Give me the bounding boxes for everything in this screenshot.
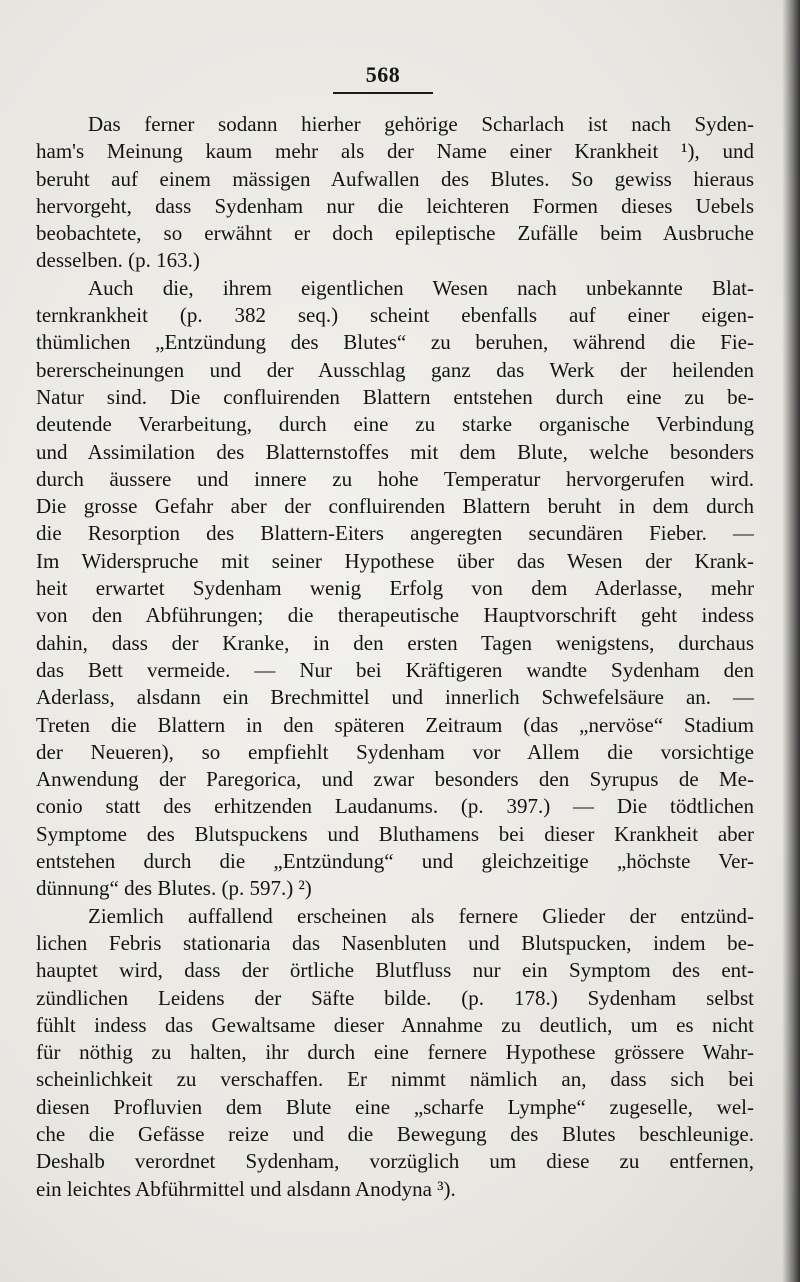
text-line: ein leichtes Abführmittel und alsdann Anodyna ³). — [36, 1176, 456, 1201]
text-line: Ziemlich auffallend erscheinen als fernere Glieder der entzünd- — [88, 903, 754, 928]
text-line: Symptome des Blutspuckens und Bluthamens bei dieser Krankheit aber — [36, 821, 754, 846]
text-line: Deshalb verordnet Sydenham, vorzüglich um diese zu entfernen, — [36, 1149, 754, 1174]
text-line: dünnung“ des Blutes. (p. 597.) ²) — [36, 876, 312, 901]
text-line: deutende Verarbeitung, durch eine zu starke organische Verbindung — [36, 412, 754, 437]
text-line: conio statt des erhitzenden Laudanums. (p. 397.) — Die tödtlichen — [36, 794, 754, 819]
text-line: diesen Profluvien dem Blute eine „scharfe Lymphe“ zugeselle, wel- — [36, 1094, 754, 1119]
text-line: für nöthig zu halten, ihr durch eine fernere Hypothese grössere Wahr- — [36, 1040, 754, 1065]
text-line: beruht auf einem mässigen Aufwallen des Blutes. So gewiss hieraus — [36, 166, 754, 191]
text-line: der Neueren), so empfiehlt Sydenham vor Allem die vorsichtige — [36, 739, 754, 764]
page-number: 568 — [365, 62, 401, 87]
text-line: Das ferner sodann hierher gehörige Scharlach ist nach Syden- — [88, 112, 754, 136]
text-line: Anwendung der Paregorica, und zwar besonders den Syrupus de Me- — [36, 767, 754, 792]
text-line: dahin, dass der Kranke, in den ersten Tagen wenigstens, durchaus — [36, 630, 754, 655]
text-line: beobachtete, so erwähnt er doch epileptische Zufälle beim Ausbruche — [36, 221, 754, 246]
text-line: hauptet wird, dass der örtliche Blutfluss nur ein Symptom des ent- — [36, 958, 754, 983]
text-line: durch äussere und innere zu hohe Temperatur hervorgerufen wird. — [36, 466, 754, 491]
text-line: ham's Meinung kaum mehr als der Name einer Krankheit ¹), und — [36, 139, 754, 164]
text-line: Die grosse Gefahr aber der confluirenden Blattern beruht in dem durch — [36, 494, 754, 519]
text-line: lichen Febris stationaria das Nasenbluten und Blutspucken, indem be- — [36, 930, 754, 955]
text-line: heit erwartet Sydenham wenig Erfolg von dem Aderlasse, mehr — [36, 576, 754, 601]
text-line: desselben. (p. 163.) — [36, 248, 200, 273]
text-line: von den Abführungen; die therapeutische Hauptvorschrift geht indess — [36, 603, 754, 628]
text-line: das Bett vermeide. — Nur bei Kräftigeren wandte Sydenham den — [36, 657, 754, 682]
text-line: Aderlass, alsdann ein Brechmittel und innerlich Schwefelsäure an. — — [36, 685, 754, 710]
text-line: fühlt indess das Gewaltsame dieser Annahme zu deutlich, um es nicht — [36, 1012, 754, 1037]
text-line: hervorgeht, dass Sydenham nur die leichteren Formen dieses Uebels — [36, 193, 754, 218]
text-line: bererscheinungen und der Ausschlag ganz das Werk der heilenden — [36, 357, 754, 382]
body-text — [36, 111, 754, 1203]
text-line: thümlichen „Entzündung des Blutes“ zu beruhen, während die Fie- — [36, 330, 754, 355]
text-line: und Assimilation des Blatternstoffes mit dem Blute, welche besonders — [36, 439, 754, 464]
text-line: ternkrankheit (p. 382 seq.) scheint ebenfalls auf einer eigen- — [36, 303, 754, 328]
text-line: Auch die, ihrem eigentlichen Wesen nach unbekannte Blat- — [88, 275, 754, 300]
text-line: zündlichen Leidens der Säfte bilde. (p. 178.) Sydenham selbst — [36, 985, 754, 1010]
page-spine-shadow — [782, 0, 800, 1282]
text-line: Natur sind. Die confluirenden Blattern entstehen durch eine zu be- — [36, 384, 754, 409]
text-line: che die Gefässe reize und die Bewegung des Blutes beschleunige. — [36, 1121, 754, 1146]
text-line: Treten die Blattern in den späteren Zeitraum (das „nervöse“ Stadium — [36, 712, 754, 737]
text-line: entstehen durch die „Entzündung“ und gleichzeitige „höchste Ver- — [36, 849, 754, 874]
text-line: die Resorption des Blattern-Eiters angeregten secundären Fieber. — — [36, 521, 754, 546]
page-number-rule — [333, 92, 433, 94]
text-line: scheinlichkeit zu verschaffen. Er nimmt nämlich an, dass sich bei — [36, 1067, 754, 1092]
text-line: Im Widerspruche mit seiner Hypothese über das Wesen der Krank- — [36, 548, 754, 573]
